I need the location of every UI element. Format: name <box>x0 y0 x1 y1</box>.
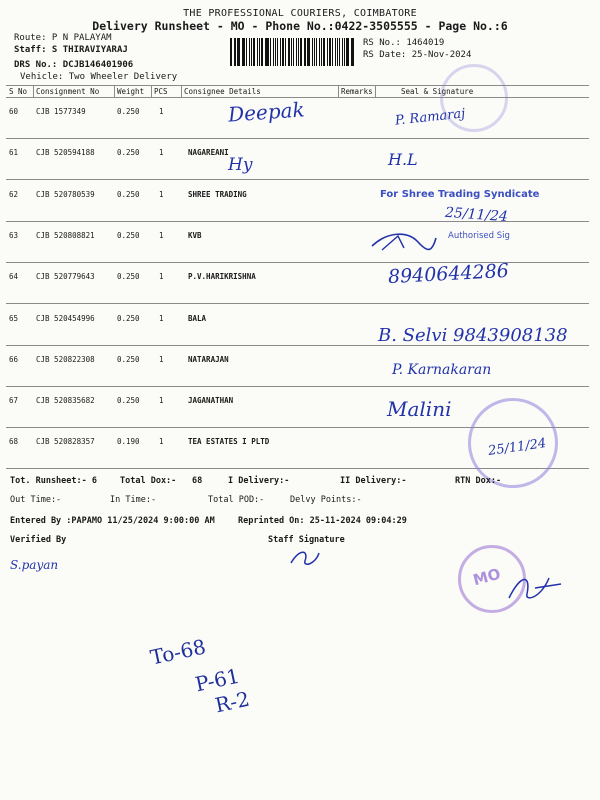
rs-number: RS No.: 1464019 <box>363 38 445 48</box>
hw-r68-sign: 25/11/24 <box>487 436 548 459</box>
cell-pcs: 1 <box>159 272 164 282</box>
cell-consignment: CJB 520808821 <box>36 230 95 240</box>
cell-consignment: CJB 1577349 <box>36 107 86 116</box>
cell-consignment: CJB 520594188 <box>36 148 95 158</box>
cell-weight: 0.250 <box>117 272 140 282</box>
cell-consignee: JAGANATHAN <box>188 396 234 406</box>
cell-consignee: KVB <box>188 230 202 240</box>
hw-r60-consignee: Deepak <box>227 97 306 127</box>
page-title: Delivery Runsheet - MO - Phone No.:0422-3505555 - Page No.:6 <box>92 19 508 33</box>
cell-consignee: NATARAJAN <box>188 354 229 364</box>
drs-number: DRS No.: DCJB146401906 <box>14 60 134 70</box>
total-pod: Total POD:- <box>208 495 265 505</box>
mo-signature <box>505 568 565 608</box>
cell-consignment: CJB 520835682 <box>36 396 95 406</box>
note-line-2: P-61 <box>192 663 242 697</box>
col-seal-signature: Seal & Signature <box>401 87 474 96</box>
tot-runsheet: Tot. Runsheet:- 6 <box>10 476 97 486</box>
reprinted-on: Reprinted On: 25-11-2024 09:04:29 <box>238 516 407 526</box>
cell-sno: 68 <box>9 437 19 447</box>
rs-date: RS Date: 25-Nov-2024 <box>363 50 472 60</box>
route-label: Route: P N PALAYAM <box>14 33 112 43</box>
staff-label: Staff: S THIRAVIYARAJ <box>14 45 128 55</box>
cell-pcs: 1 <box>159 107 164 116</box>
cell-weight: 0.190 <box>117 437 140 447</box>
hw-r61-sign: H.L <box>388 150 418 169</box>
cell-consignment: CJB 520780539 <box>36 189 95 199</box>
table-row <box>6 222 589 263</box>
cell-sno: 67 <box>9 396 19 406</box>
staff-signature-label: Staff Signature <box>268 535 345 545</box>
col-consignment: Consignment No <box>36 87 100 96</box>
col-pcs: PCS <box>154 87 168 96</box>
delvy-points: Delvy Points:- <box>290 495 362 505</box>
cell-weight: 0.250 <box>117 354 140 364</box>
i-delivery: I Delivery:- <box>228 476 290 486</box>
rtn-dox: RTN Dox:- <box>455 476 502 486</box>
company-name: THE PROFESSIONAL COURIERS, COIMBATORE <box>183 8 417 19</box>
cell-sno: 61 <box>9 148 19 158</box>
cell-pcs: 1 <box>159 354 164 364</box>
cell-consignment: CJB 520828357 <box>36 437 95 447</box>
cell-consignee: TEA ESTATES I PLTD <box>188 437 270 447</box>
cell-pcs: 1 <box>159 189 164 199</box>
hw-r61-consignee: Hy <box>228 155 253 175</box>
cell-consignment: CJB 520454996 <box>36 313 95 323</box>
cell-pcs: 1 <box>159 396 164 406</box>
cell-weight: 0.250 <box>117 148 140 158</box>
cell-sno: 63 <box>9 230 19 240</box>
cell-pcs: 1 <box>159 230 164 240</box>
cell-weight: 0.250 <box>117 107 140 116</box>
out-time: Out Time:- <box>10 495 62 505</box>
cell-sno: 64 <box>9 272 19 282</box>
cell-consignee: NAGAREANI <box>188 148 229 158</box>
hw-r60-sign: P. Ramaraj <box>394 106 466 129</box>
verified-by: Verified By <box>10 535 67 545</box>
cell-sno: 62 <box>9 189 19 199</box>
hw-r67-sign: Malini <box>387 397 452 421</box>
cell-sno: 66 <box>9 354 19 364</box>
shree-trading-stamp: For Shree Trading Syndicate <box>380 189 540 200</box>
hw-r63-sign <box>368 226 438 256</box>
hw-r64-phone: 8940644286 <box>387 259 510 289</box>
barcode <box>230 38 355 66</box>
cell-sno: 60 <box>9 107 19 116</box>
authorised-stamp: Authorised Sig <box>448 231 510 241</box>
total-dox-label: Total Dox:- <box>120 476 177 486</box>
col-sno: S No <box>9 87 28 96</box>
cell-consignment: CJB 520779643 <box>36 272 95 282</box>
col-weight: Weight <box>117 87 145 96</box>
cell-sno: 65 <box>9 313 19 323</box>
cell-consignee: BALA <box>188 313 207 323</box>
ii-delivery: II Delivery:- <box>340 476 407 486</box>
cell-consignee: SHREE TRADING <box>188 189 247 199</box>
note-line-1: To-68 <box>148 634 208 670</box>
cell-weight: 0.250 <box>117 396 140 406</box>
cell-weight: 0.250 <box>117 313 140 323</box>
col-remarks: Remarks <box>341 87 373 96</box>
mo-stamp-text: MO <box>471 564 503 590</box>
cell-weight: 0.250 <box>117 189 140 199</box>
cell-pcs: 1 <box>159 148 164 158</box>
hw-r65-phone: B. Selvi 9843908138 <box>378 325 568 346</box>
col-consignee: Consignee Details <box>184 87 261 96</box>
entered-by: Entered By :PAPAMO 11/25/2024 9:00:00 AM <box>10 516 215 526</box>
cell-consignee: P.V.HARIKRISHNA <box>188 272 256 282</box>
in-time: In Time:- <box>110 495 157 505</box>
table-row <box>6 346 589 387</box>
staff-signature <box>285 545 325 570</box>
cell-consignment: CJB 520822308 <box>36 354 95 364</box>
note-line-3: R-2 <box>212 686 252 718</box>
table-row <box>6 139 589 180</box>
vehicle-label: Vehicle: Two Wheeler Delivery <box>20 72 178 82</box>
total-dox-value: 68 <box>192 476 203 486</box>
hw-r66-sign: P. Karnakaran <box>392 362 492 378</box>
cell-pcs: 1 <box>159 437 164 447</box>
cell-pcs: 1 <box>159 313 164 323</box>
cell-weight: 0.250 <box>117 230 140 240</box>
verified-signature: S.payan <box>10 558 59 572</box>
hw-r62-sign: 25/11/24 <box>444 204 509 226</box>
